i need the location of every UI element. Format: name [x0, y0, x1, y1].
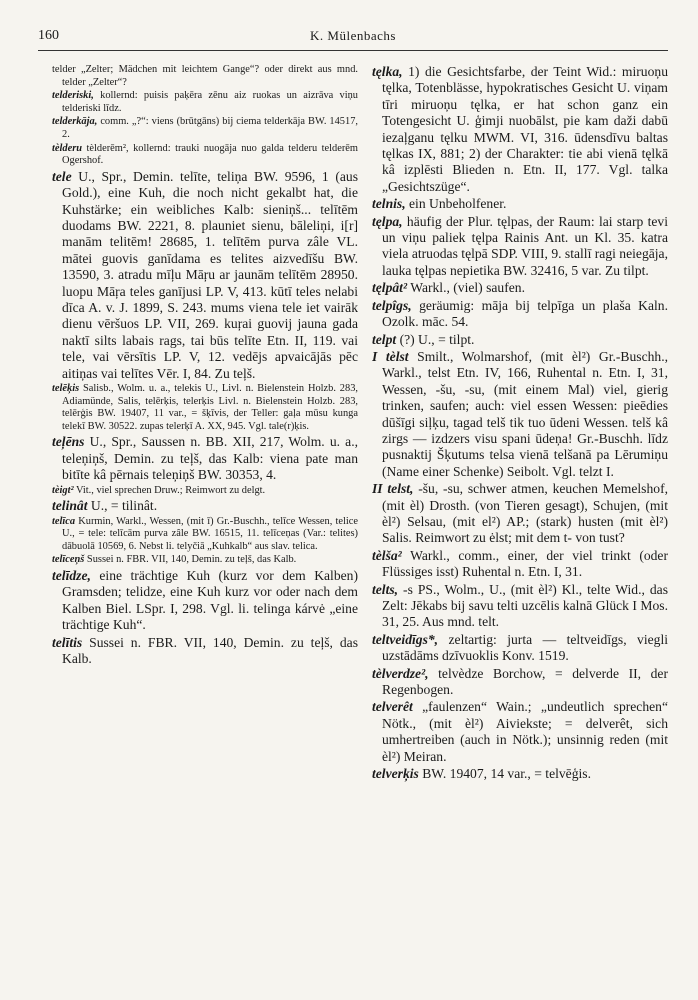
- dictionary-entry: [52, 554, 358, 567]
- entry-headword: telverêt: [372, 699, 413, 715]
- entry-headword: tele: [52, 168, 72, 184]
- entry-text: BW. 19407, 14 var., = telvēģis.: [418, 766, 591, 782]
- entry-headword: tęlpa,: [372, 213, 403, 229]
- entry-headword: teltveidīgs*,: [372, 631, 439, 647]
- dictionary-entry: [372, 548, 668, 581]
- dictionary-entry: [52, 516, 358, 554]
- dictionary-entry: [52, 169, 358, 382]
- entry-headword: tèlderu: [52, 142, 83, 154]
- dictionary-entry: [372, 196, 668, 212]
- dictionary-entry: [372, 64, 668, 195]
- dictionary-entry: [52, 383, 358, 433]
- entry-headword: tęlpât²: [372, 280, 408, 296]
- entry-text: tèlderēm², kollernd: trauki nuogāja nuo galda telderu telderēm Ogershof.: [62, 142, 358, 167]
- entry-headword: telinât: [52, 498, 88, 514]
- dictionary-entry: [372, 481, 668, 547]
- entry-text: „faulenzen“ Wain.; „undeutlich sprechen“ Nötk., (mit èl²) Aiviekste; = delverêt, sich umhertreiben (auch in Nötk.); unsinnig reden (mit èl²) Meiran.: [382, 699, 668, 764]
- entry-headword: telnis,: [372, 196, 406, 212]
- entry-text: Sussei n. FBR. VII, 140, Demin. zu teļš, das Kalb.: [62, 634, 358, 667]
- dictionary-entry: [52, 143, 358, 168]
- entry-headword: telītis: [52, 634, 83, 650]
- entry-text: U., Spr., Demin. telīte, teliņa BW. 9596, 1 (aus Gold.), eine Kuh, die noch nicht gekalbt hat, die Kuhstärke; ein weibliches Kalb: sieniņš... telītēm duodams BW. 2221, 8. plauniet sienu, bāleliņi, i[r] manām telitēm! 28685, 1. telītēm purva zâle VL. mātei guovis ganīdama es telites aizvedīšu BW. 13590, 3. atradu mīļu Māŗu ar jaunām telītēm 28950. luopu Māŗa teles ganījusi LP. V, 413. kūtī teles nelabi dīca A. v. J. 1899, S. 243. mums viena tele iet vairāk dienu vēršuos LP. VII, 269. kuŗai guovij jauna gada naktī silts labais rags, tai būs telīte Etn. II, 119. vai tele, vai vērsītis LP. V, 12. vedējs apvaicājās pēc aitiņas vai telītes Vēr. I, 84. Zu teļš.: [62, 168, 358, 381]
- dictionary-entry: [372, 298, 668, 331]
- entry-text: U., Spr., Saussen n. BB. XII, 217, Wolm. u. a., teleņiņš, Demin. zu teļš, das Kalb: viena pate man bitīte kâ pērnais teleņiņš BW. 30353, 4.: [62, 434, 358, 483]
- left-column: [52, 64, 358, 984]
- entry-headword: telīdze,: [52, 568, 91, 583]
- entry-headword: telpîgs,: [372, 297, 412, 313]
- entry-text: zeltartig: jurta — teltveidīgs, viegli uzstādāms dzīvuoklis Konv. 1519.: [382, 631, 668, 664]
- entry-headword: tęlka,: [372, 64, 403, 79]
- entry-text: geräumig: māja bij telpīga un plaša Kaln. Ozolk. māc. 54.: [382, 297, 668, 330]
- entry-text: 1) die Gesichtsfarbe, der Teint Wid.: miruoņu tęlka, Totenblässe, hypokratisches Gesicht U. viņam tīri miruoņu tęlka, er hat schon ganz ein Totengesicht U. ģimji nuobālst, pie kam daži dabū iezaļganu tęlku MWM. VI, 316. ūdensdīvu baltas tęlkas IX, 881; 2) der Charakter: tie abi vienā tęlkā kâ izplēsti Blieden n. Etn. II, 177. Vgl. talka „Gesichtszüge“.: [382, 64, 668, 194]
- entry-headword: tèlša²: [372, 547, 402, 563]
- entry-headword: telderiski,: [52, 90, 94, 102]
- entry-text: -šu, -su, schwer atmen, keuchen Memelshof, (mit èl) Drosth. (von Tieren gesagt), Schujen, (mit èl²) Selsau, (mit el²) AP.; (stark) husten (mit èl²) Salis. Reimwort zu ėlst; mit dem t- von tust?: [382, 481, 668, 546]
- entry-headword: telīceņš: [52, 554, 85, 566]
- entry-headword: II telst,: [372, 481, 414, 497]
- entry-text: -s PS., Wolm., U., (mit èl²) Kl., telte Wid., das Zelt: Jēkabs bij savu telti uzcēlis kalnā Glück I Mos. 31, 25. Aus mnd. telt.: [382, 581, 668, 630]
- dictionary-entry: [52, 64, 358, 89]
- page-header: [38, 26, 668, 51]
- page-number: 160: [38, 28, 59, 43]
- dictionary-entry: [52, 434, 358, 483]
- dictionary-entry: [372, 214, 668, 280]
- entry-headword: telts,: [372, 581, 399, 597]
- dictionary-entry: [372, 766, 668, 782]
- entry-headword: telverķis: [372, 766, 419, 782]
- entry-text: Warkl., (viel) saufen.: [407, 280, 525, 296]
- entry-headword: tèlverdze²,: [372, 665, 429, 681]
- dictionary-entry: [372, 280, 668, 296]
- entry-text: (?) U., = tilpt.: [396, 331, 475, 347]
- dictionary-entry: [52, 485, 358, 498]
- dictionary-entry: [52, 635, 358, 668]
- dictionary-entry: [372, 582, 668, 631]
- right-column: [372, 64, 668, 984]
- entry-headword: teļēns: [52, 434, 85, 450]
- entry-text: Vit., viel sprechen Druw.; Reimwort zu delgt.: [73, 484, 266, 496]
- entry-text: Salisb., Wolm. u. a., telekis U., Livl. n. Bielenstein Holzb. 283, Adiamünde, Salis, telērķis, telerķis Livl. n. Bielenstein Holzb. 283, telērģis BW. 19407, 11 var., = šķīvis, der Teller: gaļa mūsu kunga telekī BW. 30522. zupas telerķī A. XX, 945. Vgl. tale(r)ķis.: [62, 383, 358, 432]
- entry-text: kollernd: puisis paķēra zēnu aiz ruokas un aizrāva viņu telderiski līdz.: [62, 90, 358, 114]
- dictionary-entry: [52, 498, 358, 514]
- dictionary-entry: [372, 332, 668, 348]
- entry-text: ein Unbeholfener.: [405, 196, 507, 212]
- entry-text: Warkl., comm., einer, der viel trinkt (oder Flüssiges isst) Ruhental n. Etn. I, 31.: [382, 547, 668, 580]
- entry-headword: telderkāja,: [52, 116, 98, 128]
- entry-headword: telēķis: [52, 383, 80, 395]
- entry-text: Kurmin, Warkl., Wessen, (mit ī) Gr.-Buschh., telīce Wessen, telice U., = tele: telīcām purva zâle BW. 16515, 11. telīceņas (Var.: telites) dābuolā 10569, 6. Nebst li. telyčiā „Kuhkalb“ aus slav. telica.: [62, 515, 358, 552]
- entry-headword: tèigt²: [52, 484, 74, 496]
- dictionary-entry: [372, 349, 668, 480]
- dictionary-entry: [52, 568, 358, 634]
- dictionary-entry: [52, 116, 358, 141]
- entry-text: Smilt., Wolmarshof, (mit èl²) Gr.-Buschh., Warkl., telst Etn. IV, 166, Ruhental n. Etn. I, 31, Wessen, -šu, -su, (mit einem Mal) viel, gierig trinken, saufen; auch: viel essen Wessen: pieēdies dūšīgi siļķu, tagad telš tik tuo ūdeni Wessen. telš kâ zirgs — izdzers visu spani ūdeņa! Gr.-Buschh. līdz pusnaktij Šķutums telsa vienā telšanā pa Lērumiņu (Name einer Schenke) Seibolt. Vgl. telzt I.: [382, 348, 668, 479]
- entry-headword: telīca: [52, 515, 76, 527]
- running-head: K. Mülenbachs: [310, 28, 396, 43]
- dictionary-entry: [372, 666, 668, 699]
- entry-headword: telpt: [372, 331, 397, 347]
- entry-text: eine trächtige Kuh (kurz vor dem Kalben) Gramsden; telidze, eine Kuh kurz vor oder nach dem Kalben Biel. LSpr. I, 298. Vgl. li. telinga kárvė „eine trächtige Kuh“.: [62, 568, 358, 633]
- entry-text: comm. „?“: viens (brūtgāns) bij ciema telderkāja BW. 14517, 2.: [62, 116, 358, 140]
- entry-text: Sussei n. FBR. VII, 140, Demin. zu teļš, das Kalb.: [84, 554, 297, 566]
- dictionary-entry: [372, 632, 668, 665]
- entry-headword: I tèlst: [372, 348, 409, 364]
- dictionary-entry: [52, 90, 358, 115]
- entry-text: telvèdze Borchow, = delverde II, der Regenbogen.: [382, 665, 668, 698]
- entry-text: U., = tilinât.: [87, 498, 158, 514]
- entry-text: telder „Zelter; Mädchen mit leichtem Gange“? oder direkt aus mnd. telder „Zelter“?: [52, 64, 358, 88]
- entry-text: häufig der Plur. tęlpas, der Raum: lai starp tevi un viņu paliek tęlpa Rainis Ant. un Kl. 35. katra viela atruodas tęlpā SDP. VIII, 9. stallī ragi neiegāja, lauka tęlpas nepietika BW. 32416, 5 var. Zu tilpt.: [382, 213, 668, 278]
- dictionary-entry: [372, 699, 668, 765]
